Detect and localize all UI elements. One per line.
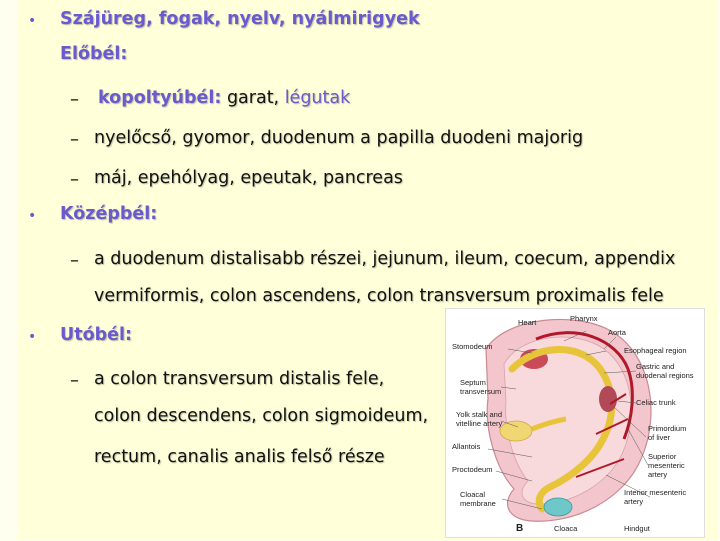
dash-icon: – <box>70 250 79 271</box>
midgut-line-2: vermiformis, colon ascendens, colon transversum proximalis fele <box>94 286 664 306</box>
dash-icon: – <box>70 89 79 110</box>
label-heart: Heart <box>518 318 537 327</box>
label-inferior-1: Interior mesenteric <box>624 488 687 497</box>
label-celiac: Celiac trunk <box>636 398 676 407</box>
label-cloacal-1: Cloacal <box>460 490 486 499</box>
topic-oral-cavity: Szájüreg, fogak, nyelv, nyálmirigyek <box>60 9 420 29</box>
pharynx-text: garat, <box>221 88 285 108</box>
foregut-liver: máj, epehólyag, epeutak, pancreas <box>94 168 403 188</box>
liver-primordium-shape <box>599 386 617 412</box>
hindgut-line-2: colon descendens, colon sigmoideum, <box>94 406 429 426</box>
label-septum-1: Septum <box>460 378 486 387</box>
label-proctodeum: Proctodeum <box>452 465 493 474</box>
branchial-term: kopoltyúbél: <box>98 88 222 108</box>
hindgut-line-3: rectum, canalis analis felső része <box>94 447 385 467</box>
hindgut-line-1: a colon transversum distalis fele, <box>94 369 385 389</box>
label-cloaca: Cloaca <box>554 524 578 533</box>
label-superior-2: mesenteric <box>648 461 685 470</box>
label-gastric-2: duodenal regions <box>636 371 694 380</box>
label-superior-1: Superior <box>648 452 677 461</box>
cloaca-shape <box>544 498 572 516</box>
label-gastric-1: Gastric and <box>636 362 675 371</box>
label-esophageal: Esophageal region <box>624 346 687 355</box>
label-superior-3: artery <box>648 470 668 479</box>
label-figure-letter: B <box>516 523 524 534</box>
embryo-gut-diagram <box>445 308 705 538</box>
label-primordium-1: Primordium <box>648 424 687 433</box>
label-allantois: Allantois <box>452 442 481 451</box>
heading-hindgut: Utóbél: <box>60 325 132 345</box>
label-cloacal-2: membrane <box>460 499 496 508</box>
bullet-icon: • <box>28 329 37 345</box>
label-inferior-2: artery <box>624 497 644 506</box>
midgut-line-1: a duodenum distalisabb részei, jejunum, ileum, coecum, appendix <box>94 249 676 269</box>
label-primordium-2: of liver <box>648 433 671 442</box>
dash-icon: – <box>70 370 79 391</box>
dash-icon: – <box>70 129 79 150</box>
label-stomodeum: Stomodeum <box>452 342 493 351</box>
heading-foregut: Előbél: <box>60 44 128 64</box>
bullet-icon: • <box>28 208 37 224</box>
label-septum-2: transversum <box>460 387 502 396</box>
dash-icon: – <box>70 169 79 190</box>
label-yolk-1: Yolk stalk and <box>456 410 503 419</box>
label-yolk-2: vitelline artery <box>456 419 503 428</box>
label-pharynx: Pharynx <box>570 314 598 323</box>
foregut-branchial <box>98 88 350 108</box>
foregut-esophagus: nyelőcső, gyomor, duodenum a papilla duodeni majorig <box>94 128 584 148</box>
yolk-sac-shape <box>500 421 532 441</box>
embryo-diagram-svg <box>446 309 704 537</box>
label-aorta: Aorta <box>608 328 626 337</box>
bullet-icon: • <box>28 13 37 29</box>
label-hindgut: Hindgut <box>624 524 650 533</box>
airways-text: légutak <box>284 88 351 108</box>
heading-midgut: Középbél: <box>60 204 158 224</box>
